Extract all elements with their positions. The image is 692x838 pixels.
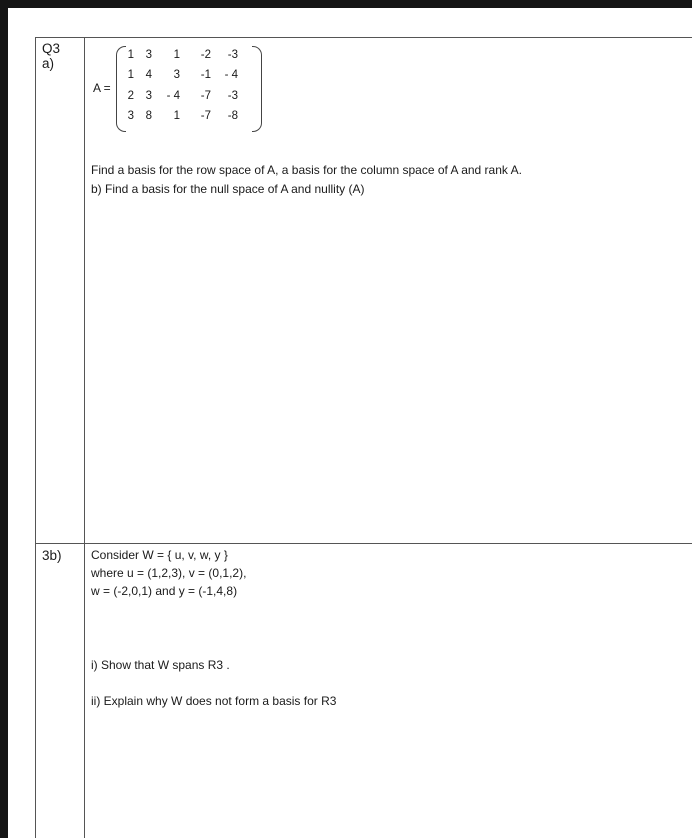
question-label-a: a) xyxy=(42,56,55,71)
consider-line: Consider W = { u, v, w, y } xyxy=(91,548,228,562)
matrix-cell: 3 xyxy=(127,110,134,122)
matrix-cell: 1 xyxy=(173,110,180,122)
matrix-cell: 3 xyxy=(145,90,152,102)
matrix-cell: 8 xyxy=(145,110,152,122)
matrix-cell: 4 xyxy=(145,69,152,81)
matrix-cell: -1 xyxy=(200,69,211,81)
matrix-cell: -7 xyxy=(200,110,211,122)
matrix-cell: - 4 xyxy=(166,90,180,102)
matrix-cell: 2 xyxy=(127,90,134,102)
table-left-border xyxy=(35,37,36,838)
vectors-line-2: w = (-2,0,1) and y = (-1,4,8) xyxy=(91,584,238,598)
question-label-3b: 3b) xyxy=(42,548,62,563)
matrix-cell: -3 xyxy=(227,49,238,61)
matrix-cell: - 4 xyxy=(224,69,238,81)
matrix-cell: 3 xyxy=(173,69,180,81)
vectors-line-1: where u = (1,2,3), v = (0,1,2), xyxy=(91,566,247,580)
matrix-cell: 3 xyxy=(145,49,152,61)
matrix-cell: 1 xyxy=(127,69,134,81)
table-top-border xyxy=(35,37,692,38)
matrix-label: A = xyxy=(93,81,111,95)
matrix-cell: 1 xyxy=(173,49,180,61)
matrix-cell: 1 xyxy=(127,49,134,61)
table-column-divider xyxy=(84,37,85,838)
right-paren xyxy=(252,46,262,132)
matrix-a xyxy=(116,46,262,130)
left-edge-bar xyxy=(0,0,8,838)
matrix-cell: -8 xyxy=(227,110,238,122)
question-b-text: b) Find a basis for the null space of A and nullity (A) xyxy=(91,182,365,196)
matrix-cell: -3 xyxy=(227,90,238,102)
question-a-text: Find a basis for the row space of A, a basis for the column space of A and rank A. xyxy=(91,163,522,177)
matrix-cell: -2 xyxy=(200,49,211,61)
top-edge-bar xyxy=(0,0,692,8)
part-i-text: i) Show that W spans R3 . xyxy=(91,658,230,672)
matrix-cell: -7 xyxy=(200,90,211,102)
part-ii-text: ii) Explain why W does not form a basis for R3 xyxy=(91,694,337,708)
question-label-q3: Q3 xyxy=(42,41,61,56)
table-row-divider xyxy=(35,543,692,544)
